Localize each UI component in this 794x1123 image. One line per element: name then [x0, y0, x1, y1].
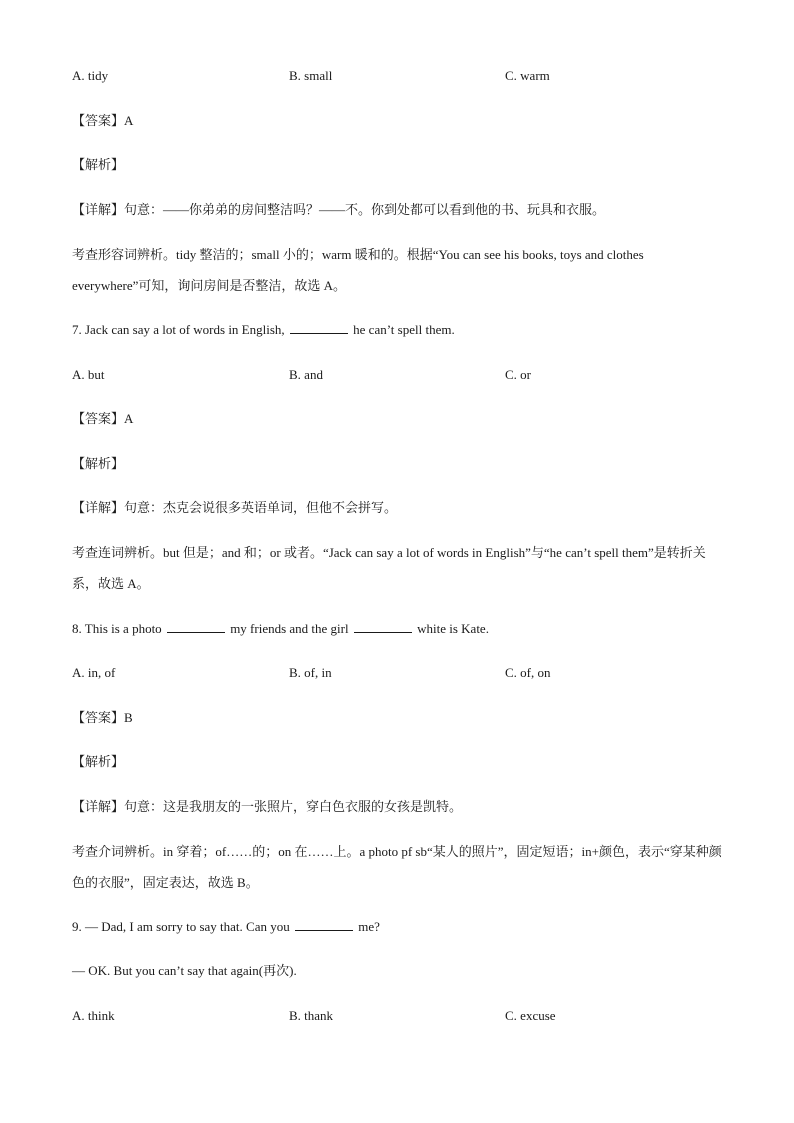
q7-stem-before: 7. Jack can say a lot of words in English,: [72, 322, 285, 337]
q8-stem-part3: white is Kate.: [417, 621, 489, 636]
q9-line2: — OK. But you can’t say that again(再次).: [72, 963, 297, 978]
q8-option-c: C. of, on: [505, 665, 551, 680]
q6-explain: 考查形容词辨析。tidy 整洁的；small 小的；warm 暖和的。根据“You can see his books, toys and clothes everywhere”可知，询问房间是否整洁，故选 A。: [72, 247, 644, 293]
q8-option-a: A. in, of: [72, 665, 116, 680]
q9-blank: [295, 919, 353, 931]
q6-option-a: A. tidy: [72, 68, 109, 83]
q8-blank-1: [167, 621, 225, 633]
q6-answer: 【答案】A: [72, 113, 134, 128]
q9-option-c: C. excuse: [505, 1008, 556, 1023]
q6-detail: 【详解】句意：——你弟弟的房间整洁吗？——不。你到处都可以看到他的书、玩具和衣服。: [72, 202, 606, 217]
q8-stem-part2: my friends and the girl: [230, 621, 349, 636]
q8-option-b: B. of, in: [289, 665, 332, 680]
q6-option-c: C. warm: [505, 68, 550, 83]
q7-stem-after: he can’t spell them.: [353, 322, 455, 337]
q7-blank: [290, 322, 348, 334]
q8-analysis-label: 【解析】: [72, 754, 125, 769]
q9-stem-after: me?: [358, 919, 380, 934]
q7-stem: [72, 322, 455, 338]
q8-detail: 【详解】句意：这是我朋友的一张照片，穿白色衣服的女孩是凯特。: [72, 799, 463, 814]
q7-option-c: C. or: [505, 367, 531, 382]
q7-option-b: B. and: [289, 367, 323, 382]
q8-answer: 【答案】B: [72, 710, 133, 725]
q9-stem: [72, 919, 380, 935]
q7-explain: 考查连词辨析。but 但是；and 和；or 或者。“Jack can say a lot of words in English”与“he can’t spell them”是转折关系，故选 A。: [72, 545, 706, 591]
q7-analysis-label: 【解析】: [72, 456, 125, 471]
q8-explain: 考查介词辨析。in 穿着；of……的；on 在……上。a photo pf sb“某人的照片”，固定短语；in+颜色，表示“穿某种颜色的衣服”，固定表达，故选 B。: [72, 844, 722, 890]
q7-answer: 【答案】A: [72, 411, 134, 426]
q7-option-a: A. but: [72, 367, 105, 382]
q9-option-a: A. think: [72, 1008, 115, 1023]
q8-blank-2: [354, 621, 412, 633]
q9-option-b: B. thank: [289, 1008, 334, 1023]
q8-stem-part1: 8. This is a photo: [72, 621, 162, 636]
q8-stem: [72, 621, 489, 637]
q7-detail: 【详解】句意：杰克会说很多英语单词，但他不会拼写。: [72, 500, 398, 515]
q6-option-b: B. small: [289, 68, 333, 83]
q9-stem-before: 9. — Dad, I am sorry to say that. Can you: [72, 919, 290, 934]
q6-analysis-label: 【解析】: [72, 157, 125, 172]
